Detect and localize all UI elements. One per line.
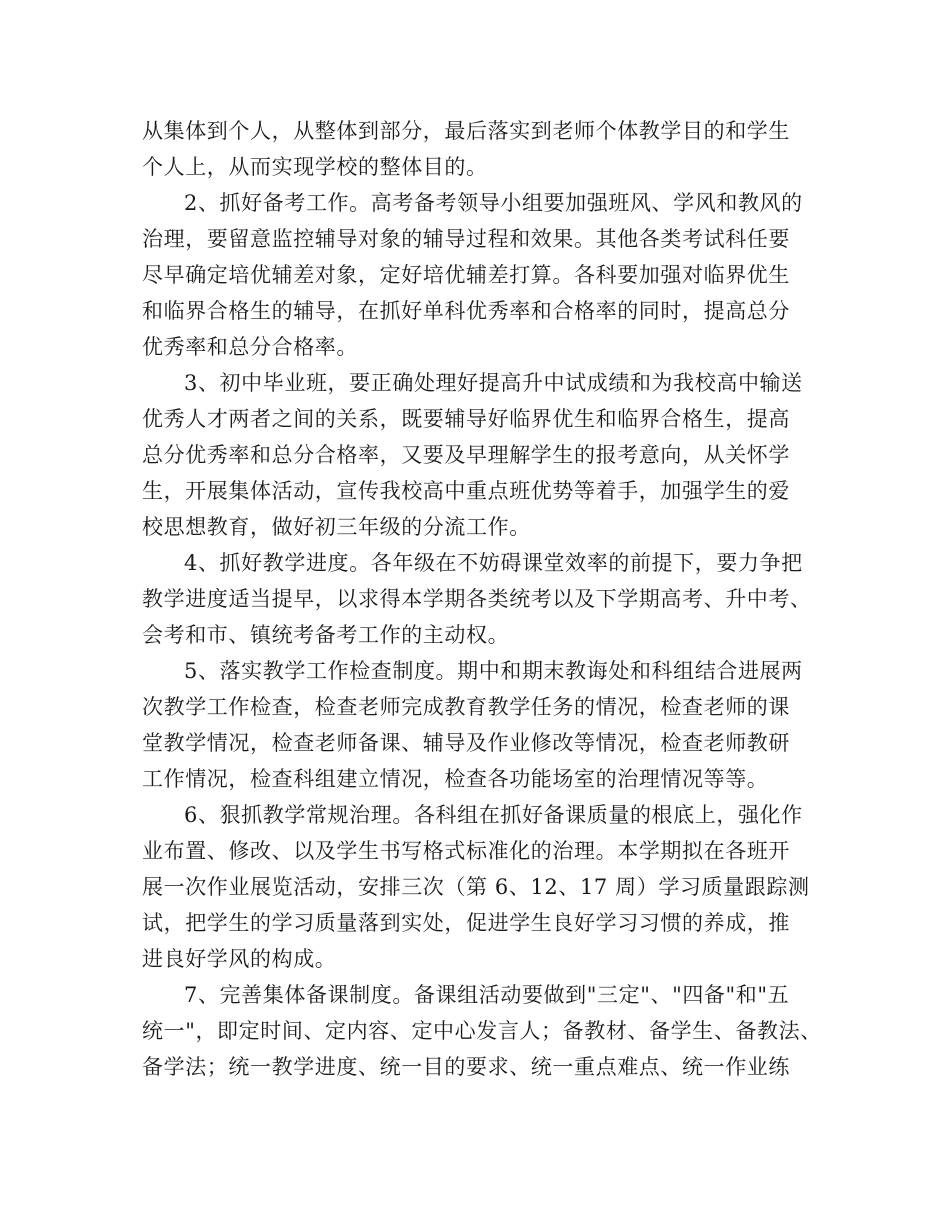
text-line: 生，开展集体活动，宣传我校高中重点班优势等着手，加强学生的爱 <box>142 479 790 503</box>
text-line: 会考和市、镇统考备考工作的主动权。 <box>142 623 510 647</box>
text-line: 从集体到个人，从整体到部分，最后落实到老师个体教学目的和学生 <box>142 119 790 143</box>
text-line: 2、抓好备考工作。高考备考领导小组要加强班风、学风和教风的 <box>184 191 803 215</box>
text-line: 备学法；统一教学进度、统一目的要求、统一重点难点、统一作业练 <box>142 1055 790 1079</box>
text-line: 业布置、修改、以及学生书写格式标准化的治理。本学期拟在各班开 <box>142 839 790 863</box>
text-line: 总分优秀率和总分合格率，又要及早理解学生的报考意向，从关怀学 <box>142 443 790 467</box>
text-line: 试，把学生的学习质量落到实处，促进学生良好学习习惯的养成，推 <box>142 911 790 935</box>
text-line: 治理，要留意监控辅导对象的辅导过程和效果。其他各类考试科任要 <box>142 227 790 251</box>
text-line: 7、完善集体备课制度。备课组活动要做到"三定"、"四备"和"五 <box>184 983 790 1007</box>
text-line: 展一次作业展览活动，安排三次（第 6、12、17 周）学习质量跟踪测 <box>142 875 810 899</box>
document-body <box>142 113 822 1085</box>
text-line: 3、初中毕业班，要正确处理好提高升中试成绩和为我校高中输送 <box>184 371 803 395</box>
text-line: 次教学工作检查，检查老师完成教育教学任务的情况，检查老师的课 <box>142 695 790 719</box>
text-line: 5、落实教学工作检查制度。期中和期末教诲处和科组结合进展两 <box>184 659 803 683</box>
text-line: 堂教学情况，检查老师备课、辅导及作业修改等情况，检查老师教研 <box>142 731 790 755</box>
text-line: 优秀率和总分合格率。 <box>142 335 358 359</box>
text-line: 优秀人才两者之间的关系，既要辅导好临界优生和临界合格生，提高 <box>142 407 790 431</box>
text-line: 4、抓好教学进度。各年级在不妨碍课堂效率的前提下，要力争把 <box>184 551 803 575</box>
text-line: 和临界合格生的辅导，在抓好单科优秀率和合格率的同时，提高总分 <box>142 299 790 323</box>
text-line: 统一"，即定时间、定内容、定中心发言人；备教材、备学生、备教法、 <box>142 1019 822 1043</box>
text-line: 进良好学风的构成。 <box>142 947 337 971</box>
text-line: 教学进度适当提早，以求得本学期各类统考以及下学期高考、升中考、 <box>142 587 812 611</box>
text-line: 个人上，从而实现学校的整体目的。 <box>142 155 488 179</box>
text-line: 校思想教育，做好初三年级的分流工作。 <box>142 515 531 539</box>
text-line: 尽早确定培优辅差对象，定好培优辅差打算。各科要加强对临界优生 <box>142 263 790 287</box>
text-line: 工作情况，检查科组建立情况，检查各功能场室的治理情况等等。 <box>142 767 769 791</box>
text-line: 6、狠抓教学常规治理。各科组在抓好备课质量的根底上，强化作 <box>184 803 803 827</box>
